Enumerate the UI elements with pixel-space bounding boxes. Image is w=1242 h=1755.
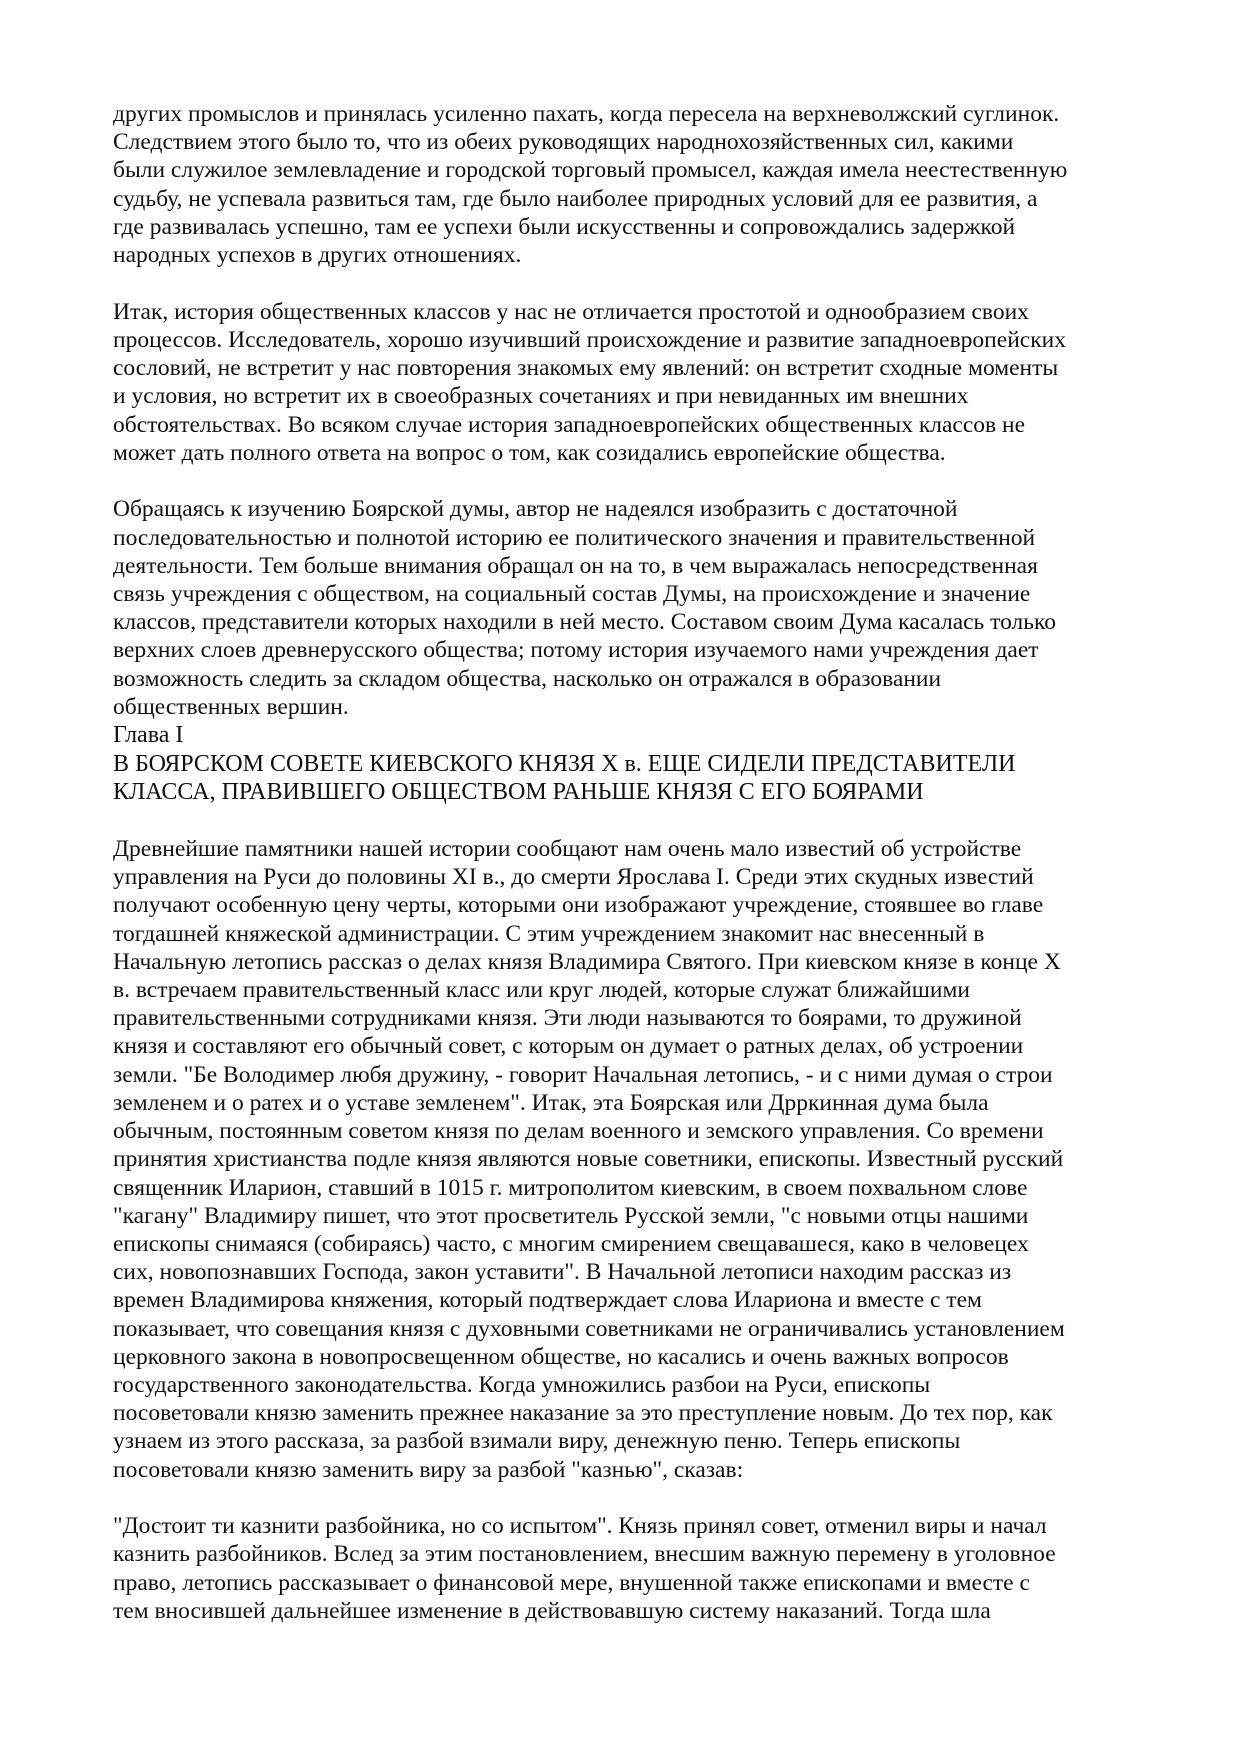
paragraph-1: другиx промыслов и принялась усиленно пахать, когда переселa на верхневолжский суглинок. Следствием этого было то, что из обеиx руководящиx народнохозяйственных сил, какими были служилое землевладение и городской торговый промысел, каждая имела неестественную судьбу, не успевала развиться там, где было наиболее природных условий для ее развития, а где развивалась успешно, там ее успехи были искусственны и сопровождались задержкой народных успехов в других отношениях. [113,101,1068,269]
paragraph-spacer [113,269,1143,298]
paragraph-2: Итак, история общественных классов у нас не отличается простотой и однообразием своих процессов. Исследователь, хорошо изучивший происхождение и развитие западноевропейских сословий, не встретит у нас повторения знакомых ему явлений: он встретит сходные моменты и условия, но встретит их в своеобразных сочетаниях и при невиданных им внешних обстоятельствах. Во всяком случае история западноевропейских общественных классов не может дать полного ответа на вопрос о том, как созидались европейские общества. [113,298,1066,466]
document-page [113,100,1143,1625]
paragraph-spacer [113,1484,1143,1513]
paragraph-spacer [113,807,1143,836]
chapter-paragraph-1: Древнейшие памятники нашей истории сообщают нам очень мало известий об устройстве управления на Руси до половины XI в., до смерти Ярослава I. Среди этих скудных известий получают особенную цену черты, которыми они изображают учреждение, стоявшее во главе тогдашней княжеской администрации. С этим учреждением знакомит нас внесенный в Начальную летопись рассказ о делах князя Владимира Святого. При киевском князе в конце X в. встречаем правительственный класс или круг людей, которые служат ближайшими правительственными сотрудниками князя. Эти люди называются то боярами, то дружиной князя и составляют его обычный совет, с которым он думает о ратных делах, об устроении земли. "Бе Володимер любя дружину, - говорит Начальная летопись, - и с ними думая о строи земленем и о ратех и о уставе земленем". Итак, эта Боярская или Дрркинная дума была обычным, постоянным советом князя по делам военного и земского управления. Со времени принятия христианства подле князя являются новые советники, епископы. Известный русский священник Иларион, ставший в 1015 г. митрополитом киевским, в своем похвальном слове "кагану" Владимиру пишет, что этот просветитель Русской земли, "с новыми отцы нашими епископы снимаяся (собираясь) часто, с многим смирением свещавашеся, како в человецех сих, новопознавших Господа, закон уставити". В Начальной летописи находим рассказ из времен Владимирова княжения, который подтверждает слова Илариона и вместе с тем показывает, что совещания князя с духовными советниками не ограничивались установлением церковного закона в новопросвещенном обществе, но касались и очень важных вопросов государственного законодательства. Когда умножились разбои на Руси, епископы посоветовали князю заменить прежнее наказание за это преступление новым. До тех пор, как узнаем из этого рассказа, за разбой взимали виру, денежную пеню. Теперь епископы посоветовали князю заменить виру за разбой "казнью", сказав: [113,836,1065,1483]
chapter-label: Глава I [113,722,184,749]
paragraph-3: Обращаясь к изучению Боярской думы, автор не надеялся изобразить с достаточной последовательностью и полнотой историю ее политического значения и правительственной деятельности. Тем больше внимания обращал он на то, в чем выражалась непосредственная связь учреждения с обществом, на социальный состав Думы, на происхождение и значение классов, представители которых находили в ней место. Составом своим Дума касалась только верхних слоев древнерусского общества; потому история изучаемого нами учреждения дает возможность следить за складом общества, насколько он отражался в образовании общественных вершин. [113,496,1056,720]
paragraph-spacer [113,467,1143,496]
chapter-paragraph-2: "Достоит ти казнити разбойника, но со испытом". Князь принял совет, отменил виры и начал казнить разбойников. Вслед за этим постановлением, внесшим важную перемену в уголовное право, летопись рассказывает о финансовой мере, внушенной также епископами и вместе с тем вносившей дальнейшее изменение в действовавшую систему наказаний. Тогда шла [113,1513,1056,1624]
chapter-title: В БОЯРСКОМ СОВЕТЕ КИЕВСКОГО КНЯЗЯ X в. ЕЩЕ СИДЕЛИ ПРЕДСТАВИТЕЛИ КЛАССА, ПРАВИВШЕГО ОБЩЕСТВОМ РАНЬШЕ КНЯЗЯ С ЕГО БОЯРАМИ [113,750,1016,806]
